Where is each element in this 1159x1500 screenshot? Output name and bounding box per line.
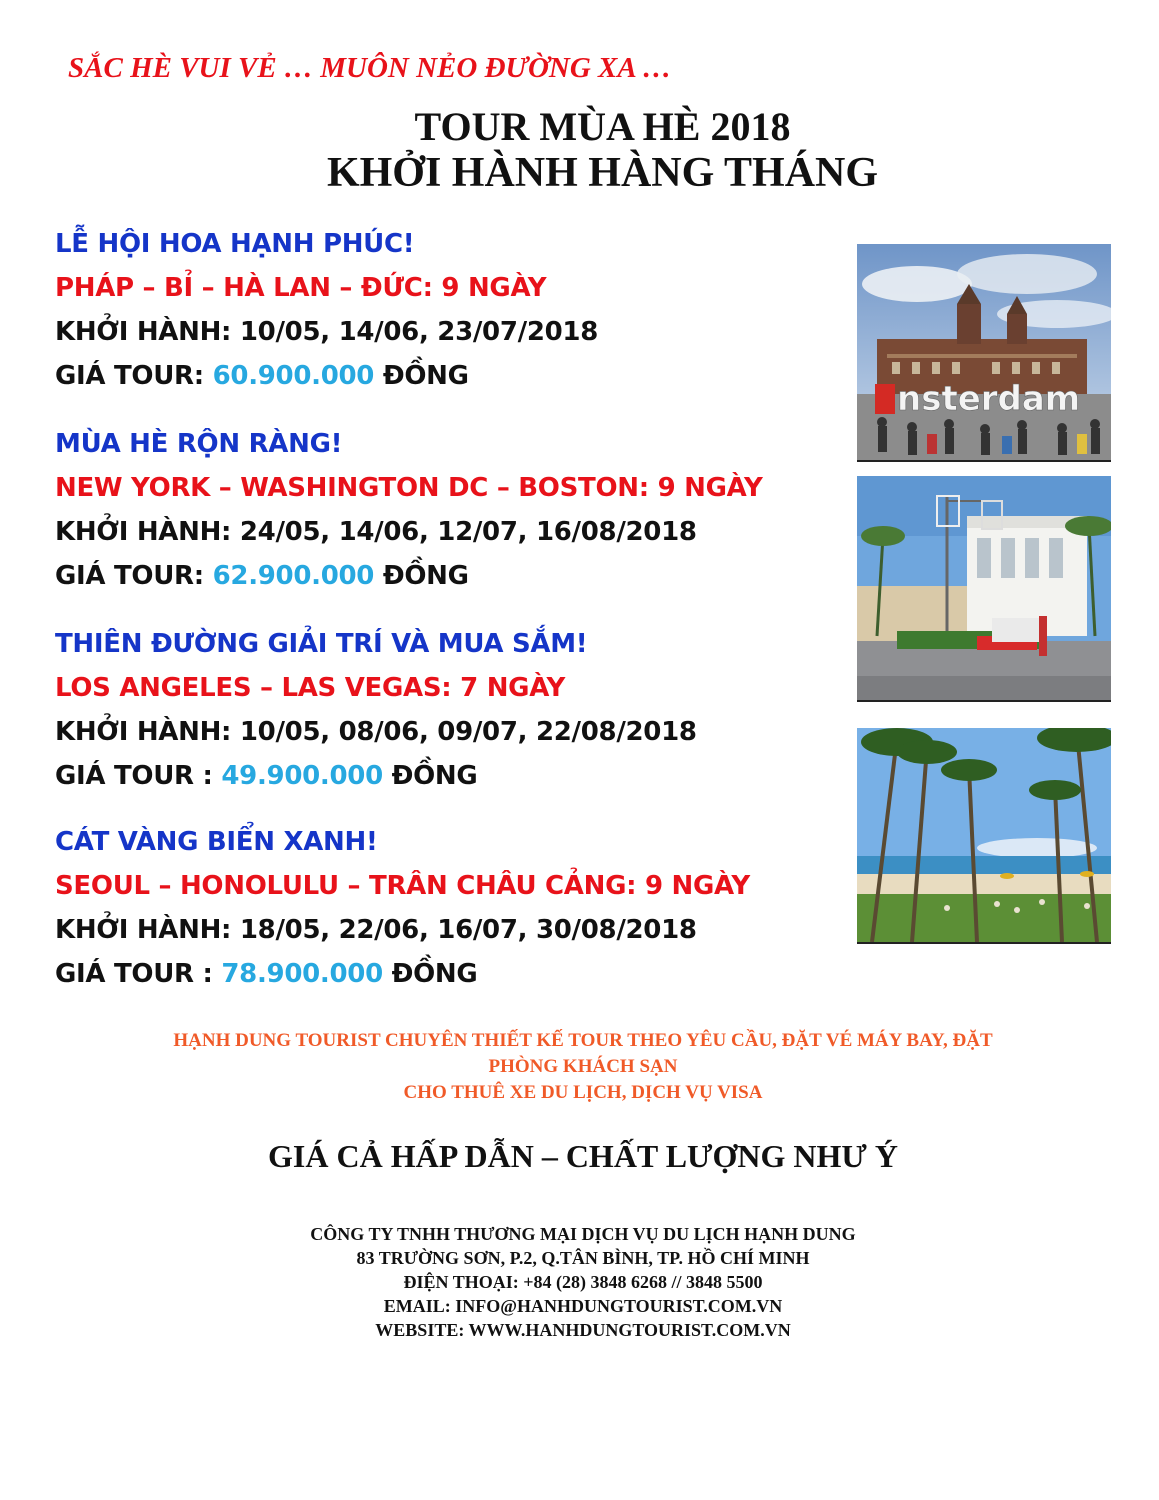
price-value: 78.900.000 bbox=[221, 959, 383, 989]
price-unit: ĐỒNG bbox=[374, 561, 469, 591]
tour-departure: KHỞI HÀNH: 10/05, 08/06, 09/07, 22/08/2018 bbox=[55, 717, 697, 747]
tour-departure: KHỞI HÀNH: 18/05, 22/06, 16/07, 30/08/2018 bbox=[55, 915, 697, 945]
company-info bbox=[0, 1222, 1159, 1342]
price-label: GIÁ TOUR: bbox=[55, 561, 213, 591]
price-unit: ĐỒNG bbox=[374, 361, 469, 391]
tagline: GIÁ CẢ HẤP DẪN – CHẤT LƯỢNG NHƯ Ý bbox=[268, 1138, 898, 1174]
services-note bbox=[0, 1028, 1159, 1106]
company-website: WEBSITE: WWW.HANHDUNGTOURIST.COM.VN bbox=[375, 1320, 791, 1340]
tour-block-europe bbox=[55, 222, 855, 398]
tour-block-hawaii bbox=[55, 820, 855, 996]
tour-route: LOS ANGELES – LAS VEGAS: 7 NGÀY bbox=[55, 673, 566, 703]
tour-headline: THIÊN ĐƯỜNG GIẢI TRÍ VÀ MUA SẮM! bbox=[55, 629, 588, 659]
company-phone: ĐIỆN THOẠI: +84 (28) 3848 6268 // 3848 5500 bbox=[403, 1272, 763, 1292]
page-title: TOUR MÙA HÈ 2018 bbox=[414, 104, 791, 149]
company-address: 83 TRƯỜNG SƠN, P.2, Q.TÂN BÌNH, TP. HỒ CHÍ MINH bbox=[356, 1248, 810, 1268]
page-subtitle: KHỞI HÀNH HÀNG THÁNG bbox=[326, 150, 879, 196]
company-name: CÔNG TY TNHH THƯƠNG MẠI DỊCH VỤ DU LỊCH HẠNH DUNG bbox=[310, 1224, 856, 1244]
tour-route: SEOUL – HONOLULU – TRÂN CHÂU CẢNG: 9 NGÀY bbox=[55, 871, 750, 901]
price-unit: ĐỒNG bbox=[382, 959, 478, 989]
services-line: HẠNH DUNG TOURIST CHUYÊN THIẾT KẾ TOUR THEO YÊU CẦU, ĐẶT VÉ MÁY BAY, ĐẶT bbox=[173, 1030, 993, 1051]
tour-price bbox=[55, 754, 855, 798]
tour-headline: MÙA HÈ RỘN RÀNG! bbox=[55, 429, 343, 459]
tour-block-west-coast bbox=[55, 622, 855, 798]
tour-price bbox=[55, 354, 855, 398]
tour-departure: KHỞI HÀNH: 10/05, 14/06, 23/07/2018 bbox=[55, 317, 598, 347]
tour-price bbox=[55, 554, 855, 598]
price-label: GIÁ TOUR : bbox=[55, 959, 222, 989]
price-label: GIÁ TOUR : bbox=[55, 761, 222, 791]
price-value: 49.900.000 bbox=[221, 761, 383, 791]
tour-route: NEW YORK – WASHINGTON DC – BOSTON: 9 NGÀY bbox=[55, 473, 763, 503]
services-line: PHÒNG KHÁCH SẠN bbox=[488, 1056, 678, 1077]
tour-route: PHÁP – BỈ – HÀ LAN – ĐỨC: 9 NGÀY bbox=[55, 273, 547, 303]
price-value: 60.900.000 bbox=[212, 361, 375, 391]
photo-street bbox=[857, 476, 1111, 702]
tour-block-east-coast bbox=[55, 422, 855, 598]
tour-headline: LỄ HỘI HOA HẠNH PHÚC! bbox=[55, 229, 415, 259]
slogan: SẮC HÈ VUI VẺ … MUÔN NẺO ĐƯỜNG XA … bbox=[68, 52, 672, 84]
photo-beach bbox=[857, 728, 1111, 944]
tour-departure: KHỞI HÀNH: 24/05, 14/06, 12/07, 16/08/2018 bbox=[55, 517, 697, 547]
amsterdam-sign-text: nsterdam bbox=[897, 379, 1081, 419]
company-email: EMAIL: INFO@HANHDUNGTOURIST.COM.VN bbox=[383, 1296, 783, 1316]
services-line: CHO THUÊ XE DU LỊCH, DỊCH VỤ VISA bbox=[403, 1082, 763, 1103]
tour-price bbox=[55, 952, 855, 996]
price-unit: ĐỒNG bbox=[382, 761, 478, 791]
photo-amsterdam bbox=[857, 244, 1111, 462]
price-value: 62.900.000 bbox=[212, 561, 375, 591]
price-label: GIÁ TOUR: bbox=[55, 361, 213, 391]
tour-headline: CÁT VÀNG BIỂN XANH! bbox=[55, 827, 378, 857]
